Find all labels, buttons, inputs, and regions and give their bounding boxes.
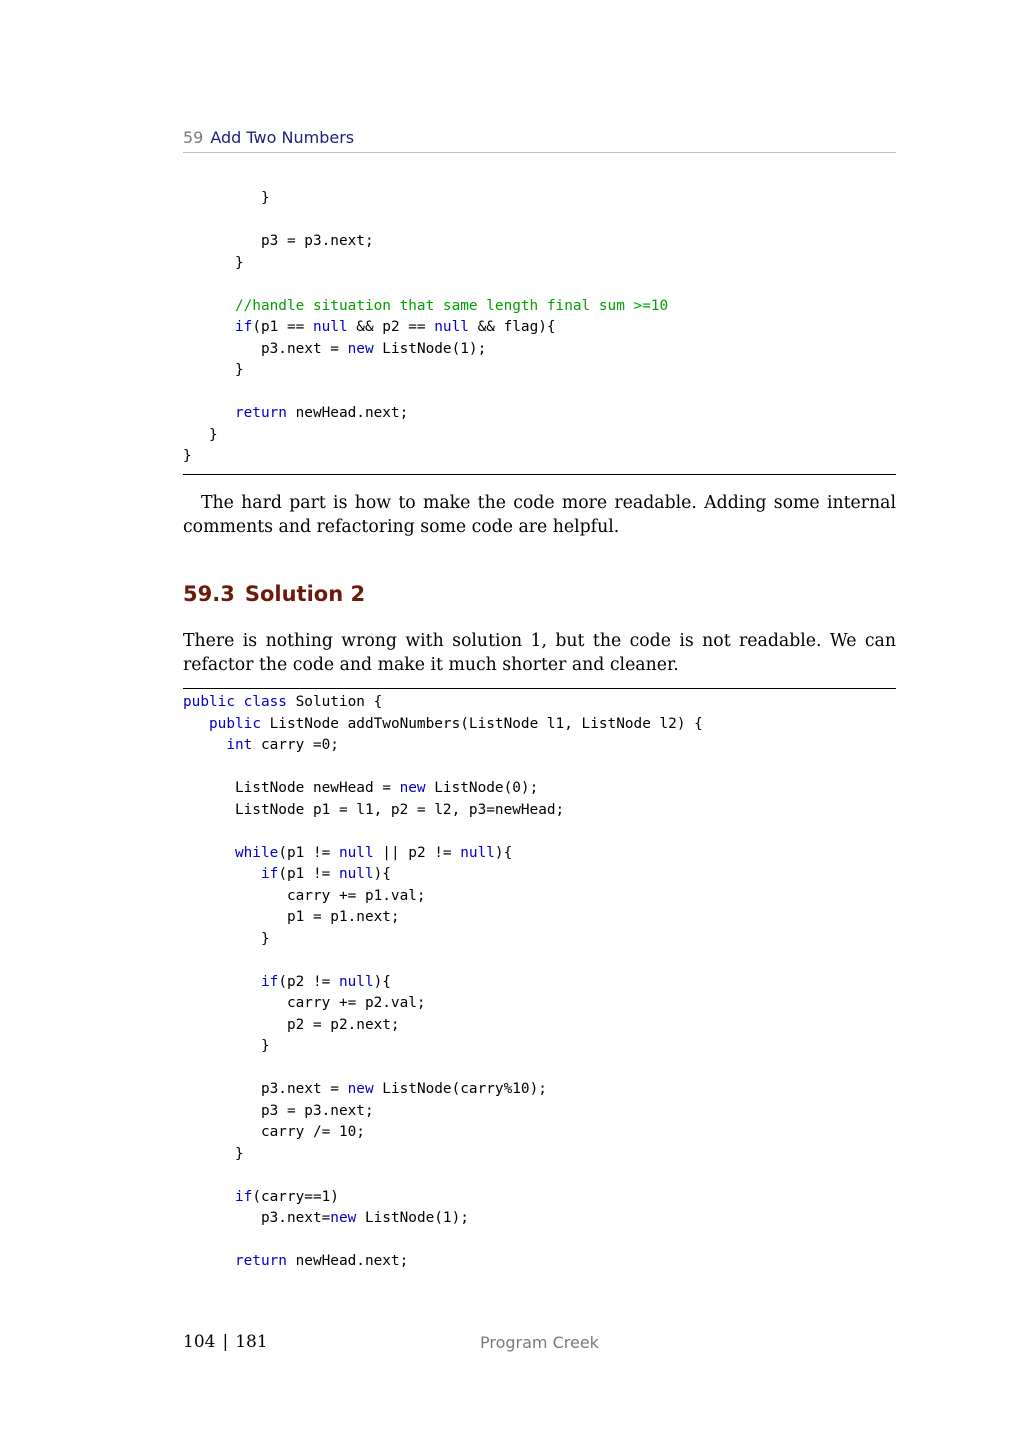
code-text	[183, 298, 235, 314]
code-text: p3 = p3.next;	[183, 233, 374, 249]
code-text: p3.next=	[183, 1210, 331, 1226]
code-text: Solution {	[286, 694, 383, 710]
code-line	[183, 886, 896, 908]
code-text: (p1 !=	[278, 844, 339, 861]
code-text	[183, 716, 209, 732]
code-line	[183, 1058, 896, 1080]
code-keyword: new	[347, 1081, 374, 1097]
code-text: p1 = p1.next;	[183, 909, 400, 925]
code-text: p3.next =	[183, 340, 348, 357]
code-text: ListNode p1 = l1, p2 = l2, p3=newHead;	[183, 801, 565, 818]
section-title: Solution 2	[244, 582, 366, 606]
code-line	[183, 1208, 896, 1230]
chapter-number: 59	[183, 128, 204, 147]
code-line	[183, 274, 896, 296]
code-keyword: if	[260, 973, 279, 990]
code-block-2	[183, 692, 896, 1273]
code-line	[183, 714, 896, 736]
code-text: (carry==1)	[252, 1188, 339, 1205]
code-text: ListNode(0);	[425, 780, 539, 796]
code-text: ListNode(1);	[356, 1210, 469, 1226]
code-text: ListNode newHead =	[183, 780, 400, 796]
code-keyword: if	[234, 1188, 253, 1205]
code-line	[183, 317, 896, 339]
code-keyword: new	[399, 780, 426, 796]
code-text: p3 = p3.next;	[183, 1102, 374, 1119]
total-pages: 181	[235, 1332, 268, 1352]
code-line	[183, 864, 896, 886]
code-line	[183, 1122, 896, 1144]
code-text: ListNode addTwoNumbers(ListNode l1, ListNode l2) {	[260, 715, 703, 732]
code-text: p2 = p2.next;	[183, 1016, 400, 1033]
code-line	[183, 1036, 896, 1058]
code-text: }	[183, 426, 218, 443]
chapter-title: Add Two Numbers	[210, 128, 355, 147]
section-number: 59.3	[183, 582, 235, 606]
footer-book-title: Program Creek	[480, 1333, 599, 1352]
code-keyword: if	[260, 866, 279, 882]
code-line	[183, 993, 896, 1015]
code-line	[183, 446, 896, 468]
code-line	[183, 843, 896, 865]
code-text: (p1 !=	[278, 866, 339, 882]
code-line	[183, 1251, 896, 1273]
code-text: }	[183, 1038, 270, 1054]
code-keyword: null	[338, 973, 374, 990]
code-line	[183, 1230, 896, 1252]
code-text	[183, 737, 226, 753]
code-line	[183, 692, 896, 714]
code-keyword: int	[226, 737, 253, 753]
code-line	[183, 800, 896, 822]
code-line	[183, 403, 896, 425]
code-line	[183, 296, 896, 318]
code-text: && flag){	[468, 319, 556, 335]
code-text	[235, 694, 244, 710]
code-text: }	[183, 448, 192, 464]
code-line	[183, 1015, 896, 1037]
code-keyword: null	[338, 866, 374, 882]
code-line	[183, 1101, 896, 1123]
code-line	[183, 382, 896, 404]
code-text: ListNode(carry%10);	[373, 1081, 547, 1097]
code-block-top-rule	[183, 688, 896, 689]
code-text: ){	[373, 866, 391, 882]
code-line	[183, 735, 896, 757]
code-line	[183, 425, 896, 447]
code-text: carry /= 10;	[183, 1124, 365, 1140]
code-line	[183, 907, 896, 929]
code-line	[183, 1187, 896, 1209]
code-text: }	[183, 930, 270, 947]
code-text	[183, 845, 235, 861]
code-line	[183, 950, 896, 972]
code-keyword: class	[243, 694, 287, 710]
code-text: }	[183, 1145, 244, 1162]
code-line	[183, 231, 896, 253]
section-heading	[183, 580, 365, 608]
code-line	[183, 757, 896, 779]
code-comment: //handle situation that same length final sum >=10	[234, 297, 669, 314]
code-line	[183, 778, 896, 800]
code-text	[183, 866, 261, 882]
code-text: newHead.next;	[286, 405, 409, 421]
code-text: newHead.next;	[286, 1253, 409, 1269]
current-page: 104	[183, 1332, 216, 1352]
code-block-1	[183, 188, 896, 468]
code-text: }	[183, 362, 244, 378]
page-number	[183, 1331, 268, 1353]
code-line	[183, 360, 896, 382]
code-keyword: null	[460, 844, 495, 861]
code-line	[183, 188, 896, 210]
page-separator: |	[222, 1332, 229, 1352]
code-keyword: while	[234, 844, 279, 861]
code-block-bottom-rule	[183, 474, 896, 475]
code-keyword: new	[330, 1210, 357, 1226]
code-text	[183, 1189, 235, 1205]
code-text: || p2 !=	[373, 844, 461, 861]
code-keyword: new	[347, 340, 374, 357]
running-header	[183, 128, 896, 153]
code-text: (p1 ==	[252, 319, 313, 335]
code-line	[183, 253, 896, 275]
code-text	[183, 319, 235, 335]
code-text: p3.next =	[183, 1081, 348, 1097]
body-paragraph: The hard part is how to make the code more readable. Adding some internal comments and refactoring some code are helpful.	[183, 493, 896, 537]
code-keyword: public	[209, 715, 261, 732]
code-line	[183, 821, 896, 843]
code-text	[183, 405, 235, 421]
code-text: }	[183, 254, 244, 271]
code-line	[183, 1165, 896, 1187]
code-text: && p2 ==	[347, 319, 435, 335]
code-keyword: null	[312, 319, 348, 335]
code-line	[183, 1079, 896, 1101]
code-text: ){	[494, 844, 513, 861]
code-keyword: if	[234, 319, 253, 335]
code-keyword: return	[234, 1253, 287, 1269]
code-keyword: return	[234, 405, 287, 421]
code-line	[183, 972, 896, 994]
code-keyword: public	[183, 694, 235, 710]
body-paragraph: There is nothing wrong with solution 1, but the code is not readable. We can refactor the code and make it much shorter and cleaner.	[183, 631, 896, 675]
code-text	[183, 974, 261, 990]
code-text: carry =0;	[252, 737, 339, 753]
code-text: (p2 !=	[278, 973, 339, 990]
code-line	[183, 1144, 896, 1166]
code-text	[183, 1253, 235, 1269]
code-line	[183, 339, 896, 361]
code-text: }	[183, 190, 270, 206]
code-keyword: null	[434, 319, 469, 335]
code-text: carry += p2.val;	[183, 995, 426, 1011]
code-text: ){	[373, 973, 391, 990]
code-line	[183, 210, 896, 232]
code-text: ListNode(1);	[373, 340, 487, 357]
code-line	[183, 929, 896, 951]
code-text: carry += p1.val;	[183, 887, 426, 904]
code-keyword: null	[338, 844, 374, 861]
